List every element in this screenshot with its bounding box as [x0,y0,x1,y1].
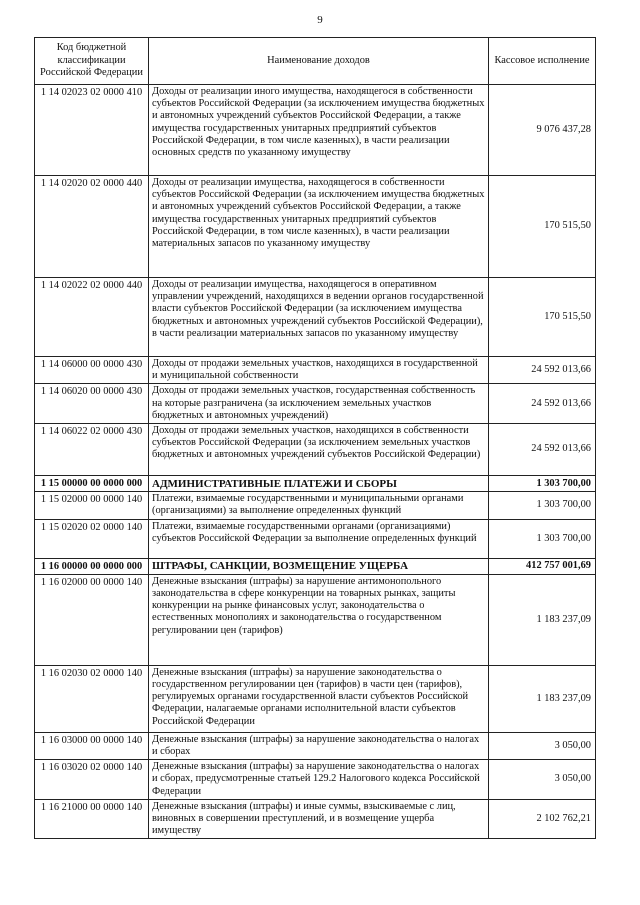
row-code: 1 16 03020 02 0000 140 [35,760,149,800]
table-row [35,665,596,732]
table-row [35,732,596,759]
row-name: Доходы от реализации имущества, находящегося в оперативном управлении учреждений, находящихся в ведении органов государственной власти субъектов Российской Федерации (за исключением имущества бюджетных и автономных учреждений субъектов Российской Федерации), в части реализации материальных запасов по указанному имуществу [149,278,489,357]
row-amount: 412 757 001,69 [489,558,596,574]
row-amount: 1 183 237,09 [489,665,596,732]
table-row [35,558,596,574]
row-code: 1 14 02022 02 0000 440 [35,278,149,357]
row-amount: 3 050,00 [489,760,596,800]
table-header-row [35,38,596,85]
table-row [35,476,596,492]
row-amount: 170 515,50 [489,176,596,278]
row-code: 1 14 02023 02 0000 410 [35,85,149,176]
row-amount: 2 102 762,21 [489,799,596,839]
row-name: Денежные взыскания (штрафы) за нарушение законодательства о налогах и сборах [149,732,489,759]
row-code: 1 16 21000 00 0000 140 [35,799,149,839]
row-name: Денежные взыскания (штрафы) за нарушение законодательства о государственном регулировании цен (тарифов) в части цен (тарифов), регулируемых органами государственной власти субъектов Российской Федерации, налагаемые органами исполнительной власти субъектов Российской Федерации [149,665,489,732]
row-name: Денежные взыскания (штрафы) за нарушение антимонопольного законодательства в сфере конкуренции на товарных рынках, защиты конкуренции на рынке финансовых услуг, законодательства о естественных монополиях и законодательства о государственном регулировании цен (тарифов) [149,574,489,665]
row-name: Доходы от реализации иного имущества, находящегося в собственности субъектов Российской Федерации (за исключением имущества бюджетных и автономных учреждений субъектов Российской Федерации, а также имущества государственных унитарных предприятий субъектов Российской Федерации, в том числе казенных), в части реализации основных средств по указанному имуществу [149,85,489,176]
header-name: Наименование доходов [149,38,489,85]
row-amount: 24 592 013,66 [489,384,596,424]
row-code: 1 14 06020 00 0000 430 [35,384,149,424]
row-code: 1 14 06022 02 0000 430 [35,424,149,476]
row-name: Денежные взыскания (штрафы) и иные суммы, взыскиваемые с лиц, виновных в совершении преступлений, и в возмещение ущерба имуществу [149,799,489,839]
row-amount: 1 303 700,00 [489,492,596,519]
row-amount: 9 076 437,28 [489,85,596,176]
header-amount: Кассовое исполнение [489,38,596,85]
table-row [35,799,596,839]
row-name: Доходы от реализации имущества, находящегося в собственности субъектов Российской Федерации (за исключением имущества бюджетных и автономных учреждений субъектов Российской Федерации, а также имущества государственных унитарных предприятий субъектов Российской Федерации, в том числе казенных), в части реализации материальных запасов по указанному имуществу [149,176,489,278]
row-name: ШТРАФЫ, САНКЦИИ, ВОЗМЕЩЕНИЕ УЩЕРБА [149,558,489,574]
row-name: Доходы от продажи земельных участков, находящихся в государственной и муниципальной собственности [149,357,489,384]
row-amount: 1 303 700,00 [489,519,596,558]
row-name: Платежи, взимаемые государственными органами (организациями) субъектов Российской Федерации за выполнение определенных функций [149,519,489,558]
page-number: 9 [317,14,323,26]
table-row [35,492,596,519]
row-name: Платежи, взимаемые государственными и муниципальными органами (организациями) за выполнение определенных функций [149,492,489,519]
revenue-table [34,37,596,839]
row-code: 1 14 02020 02 0000 440 [35,176,149,278]
table-row [35,176,596,278]
row-code: 1 16 03000 00 0000 140 [35,732,149,759]
row-amount: 3 050,00 [489,732,596,759]
row-code: 1 14 06000 00 0000 430 [35,357,149,384]
table-row [35,760,596,800]
row-code: 1 16 02000 00 0000 140 [35,574,149,665]
table-row [35,384,596,424]
table-row [35,519,596,558]
row-code: 1 15 02020 02 0000 140 [35,519,149,558]
row-name: Доходы от продажи земельных участков, находящихся в собственности субъектов Российской Федерации (за исключением земельных участков бюджетных и автономных учреждений субъектов Российской Федерации) [149,424,489,476]
row-code: 1 16 02030 02 0000 140 [35,665,149,732]
row-amount: 24 592 013,66 [489,424,596,476]
row-code: 1 15 02000 00 0000 140 [35,492,149,519]
row-code: 1 15 00000 00 0000 000 [35,476,149,492]
row-name: Денежные взыскания (штрафы) за нарушение законодательства о налогах и сборах, предусмотренные статьей 129.2 Налогового кодекса Российской Федерации [149,760,489,800]
table-row [35,278,596,357]
table-row [35,574,596,665]
row-code: 1 16 00000 00 0000 000 [35,558,149,574]
row-amount: 1 183 237,09 [489,574,596,665]
row-amount: 170 515,50 [489,278,596,357]
header-code: Код бюджетной классификации Российской Федерации [35,38,149,85]
row-amount: 1 303 700,00 [489,476,596,492]
row-name: АДМИНИСТРАТИВНЫЕ ПЛАТЕЖИ И СБОРЫ [149,476,489,492]
table-row [35,85,596,176]
row-name: Доходы от продажи земельных участков, государственная собственность на которые разграничена (за исключением земельных участков бюджетных и автономных учреждений) [149,384,489,424]
table-row [35,424,596,476]
row-amount: 24 592 013,66 [489,357,596,384]
table-row [35,357,596,384]
